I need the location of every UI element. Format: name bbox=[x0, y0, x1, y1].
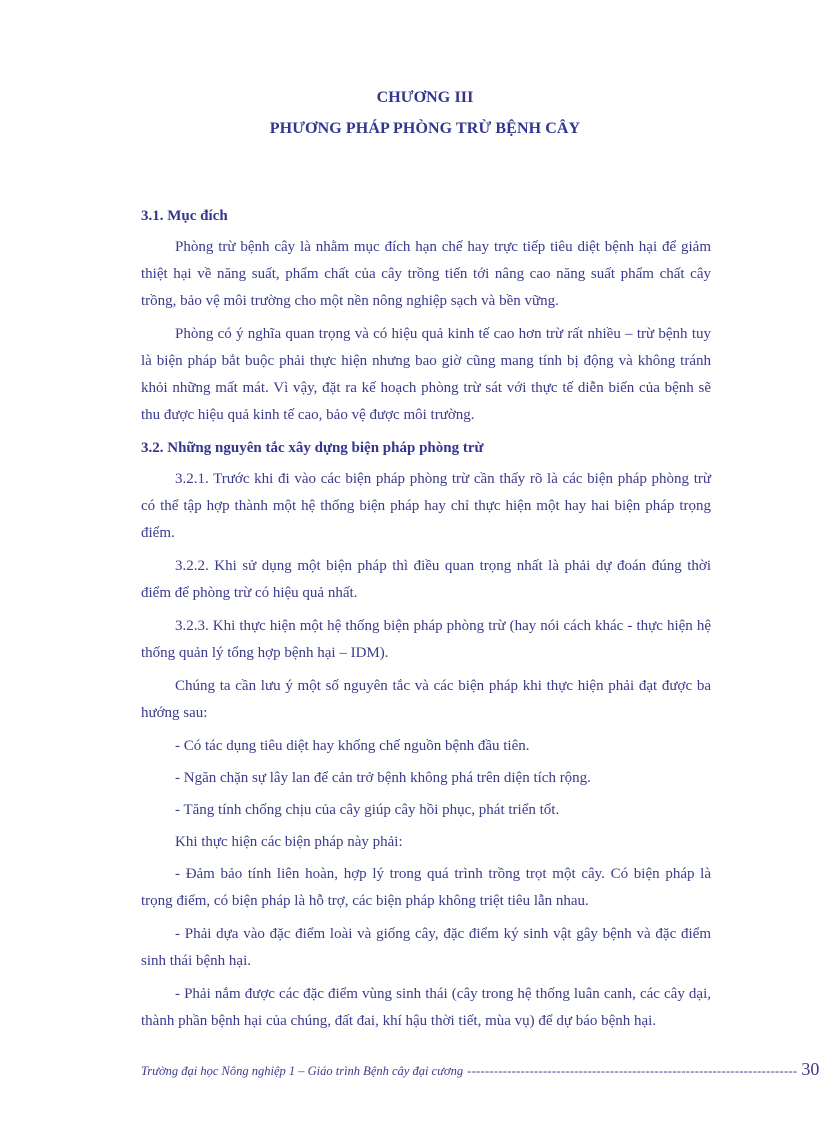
chapter-title: PHƯƠNG PHÁP PHÒNG TRỪ BỆNH CÂY bbox=[269, 120, 581, 137]
paragraph: 3.2.1. Trước khi đi vào các biện pháp phòng trừ cần thấy rõ là các biện pháp phòng trừ có thể tập hợp thành một hệ thống biện pháp hay chỉ thực hiện một hay hai biện pháp trọng điểm. bbox=[141, 471, 711, 541]
list-item: - Phải dựa vào đặc điểm loài và giống cây, đặc điểm ký sinh vật gây bệnh và đặc điểm sinh thái bệnh hại. bbox=[141, 926, 711, 969]
list-item: - Ngăn chặn sự lây lan để cản trở bệnh không phá trên diện tích rộng. bbox=[175, 770, 591, 786]
paragraph: 3.2.2. Khi sử dụng một biện pháp thì điều quan trọng nhất là phải dự đoán đúng thời điểm để phòng trừ có hiệu quả nhất. bbox=[141, 558, 711, 601]
page-content bbox=[141, 203, 711, 1041]
section-heading: 3.1. Mục đích bbox=[141, 208, 228, 224]
footer-dash-leader: -------------------------------------------------------------------------- bbox=[467, 1064, 798, 1078]
list-item: - Đảm bảo tính liên hoàn, hợp lý trong quá trình trồng trọt một cây. Có biện pháp là trọng điểm, có biện pháp là hỗ trợ, các biện pháp không triệt tiêu lẫn nhau. bbox=[141, 866, 711, 909]
section-3-1 bbox=[141, 203, 711, 429]
section-heading: 3.2. Những nguyên tắc xây dựng biện pháp phòng trừ bbox=[141, 440, 484, 456]
paragraph: 3.2.3. Khi thực hiện một hệ thống biện pháp phòng trừ (hay nói cách khác - thực hiện hệ thống quản lý tổng hợp bệnh hại – IDM). bbox=[141, 618, 711, 661]
list-item: - Phải nắm được các đặc điểm vùng sinh thái (cây trong hệ thống luân canh, các cây dại, thành phần bệnh hại của chúng, đất đai, khí hậu thời tiết, mùa vụ) để dự báo bệnh hại. bbox=[141, 986, 711, 1029]
page-footer bbox=[141, 1059, 819, 1083]
paragraph: Phòng có ý nghĩa quan trọng và có hiệu quả kinh tế cao hơn trừ rất nhiều – trừ bệnh tuy là biện pháp bắt buộc phải thực hiện nhưng bao giờ cũng mang tính bị động và không tránh khỏi những mất mát. Vì vậy, đặt ra kế hoạch phòng trừ sát với thực tế diễn biến của bệnh sẽ thu được hiệu quả kinh tế cao, bảo vệ được môi trường. bbox=[141, 326, 711, 423]
list-item: - Có tác dụng tiêu diệt hay khống chế nguồn bệnh đầu tiên. bbox=[175, 738, 530, 754]
footer-title: Trường đại học Nông nghiệp 1 – Giáo trình Bệnh cây đại cương bbox=[141, 1064, 464, 1078]
page-number: 30 bbox=[801, 1059, 819, 1079]
paragraph: Phòng trừ bệnh cây là nhằm mục đích hạn chế hay trực tiếp tiêu diệt bệnh hại để giảm thiệt hại về năng suất, phẩm chất của cây trồng tiến tới nâng cao năng suất phẩm chất cây trồng, bảo vệ môi trường cho một nền nông nghiệp sạch và bền vững. bbox=[141, 239, 711, 309]
section-3-2 bbox=[141, 435, 711, 1035]
list-item: - Tăng tính chống chịu của cây giúp cây hồi phục, phát triển tốt. bbox=[175, 802, 560, 818]
chapter-number: CHƯƠNG III bbox=[376, 89, 474, 106]
paragraph: Chúng ta cần lưu ý một số nguyên tắc và các biện pháp khi thực hiện phải đạt được ba hướng sau: bbox=[141, 678, 711, 721]
paragraph: Khi thực hiện các biện pháp này phải: bbox=[175, 834, 403, 850]
